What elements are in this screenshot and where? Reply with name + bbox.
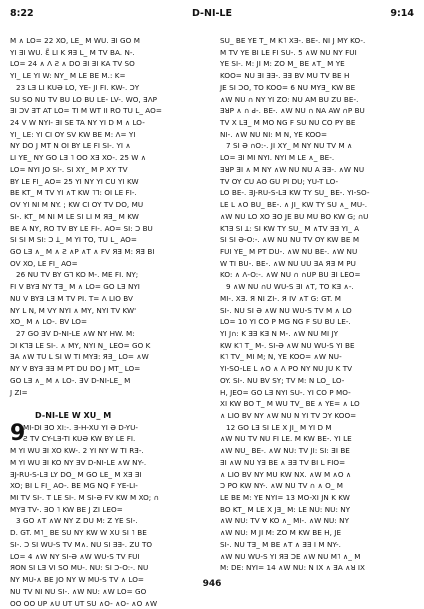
verse-line: TV OY CU AO GU PI DU; YU-T LO- <box>220 176 411 188</box>
verse-line: GO LƎ ∧_ M ∧ LO-. ƎV D-NI-LE_ M <box>10 375 201 387</box>
verse-line: KW K˥ T_ M-. SI-Ə ∧W NU WU-S YI BE <box>220 340 411 352</box>
verse-line: BE A NY, RO TV BY LE FI-. AO= SI: Ɔ BU <box>10 223 201 235</box>
verse-line: SU_ BE YE T_ M K˥ XƎ-. BE-. NI J MY KO-. <box>220 35 411 47</box>
verse-line: 3 GO ∧T ∧W NY Z DU M: Z YE SI-. <box>10 515 201 527</box>
chapter-heading: D-NI-LE W XU_ M <box>10 410 201 422</box>
verse-line: NY DO J MT N OI BY LE FI SI-. YI ∧ <box>10 140 201 152</box>
verse-line: LO= NYI JO SI-. SI XY_ M P XY TV <box>10 164 201 176</box>
verse-line: OV XO, LE FI_ AO= <box>10 258 201 270</box>
verse-line: D. GT. M˥_ BE SU NY KW W XU SI ˥ BE <box>10 527 201 539</box>
verse-line: YI J∩: K ƎƎ KƎ N M-. ∧W NU MI JY <box>220 328 411 340</box>
verse-line: M TV YE BI LE FI SU-. 5 ∧W NU NY FUI <box>220 47 411 59</box>
page-number: 946 <box>0 579 424 589</box>
verse-line: H, JEO= GO LƎ NYI SU-. YI CO P MO- <box>220 387 411 399</box>
header-right-reference: 9:14 <box>390 8 414 22</box>
verse-line: LO= ƎI MI NYI. NYI M LE ∧_ BE-. <box>220 152 411 164</box>
verse-line: ƎJ-RU-S-LƎ LY DO_ M GO LE_ M XƎ ƎI <box>10 469 201 481</box>
verse-line: LE BE M: YE NYI= 13 MO-XI JN K KW <box>220 492 411 504</box>
verse-line: SI-. NU TƎ_ M BE ∧T ∧ ƎƎ I M NY-. <box>220 539 411 551</box>
verse-line: J ZI= <box>10 387 201 399</box>
verse-line: W TI BU-. BE-. ∧W NU UU ƎA ЯƎ M PU <box>220 258 411 270</box>
verse-line: GO LƎ ∧_ M ∧ Ƨ ∧P ∧T ∧ FV ЯƎ M: ЯƎ BI <box>10 246 201 258</box>
verse-line: JE SI ƆO, TO KOO= 6 NU MYƎ_ KW BE <box>220 82 411 94</box>
verse-line: XO; BI L FI_ AO-. BE MG NQ F YE-LI- <box>10 480 201 492</box>
verse-line: ∧W NU TV NU FI LE. M KW BE-. YI LE <box>220 433 411 445</box>
verse-line: Ɔ PO KW NY-. ∧W NU TV ∩ ∧ O_ M <box>220 480 411 492</box>
verse-line: NU V BYƎ LƎ M TV PI. T= Ʌ LIO BV <box>10 293 201 305</box>
verse-line: 23 LƎ LI KUƏ LO, YE- JI FI. KW-. ƆY <box>10 82 201 94</box>
verse-line: YI_ LE: YI CI OY SV KW BE M: Λ= YI <box>10 129 201 141</box>
verse-line: ƎA ∧W TU L SI W TI MYƎ: ЯƎ_ LO= ∧W <box>10 351 201 363</box>
verse-line: KO: ∧ Ʌ-O:-. ∧W NU ∩ ∩UP BU ƎI LEO= <box>220 269 411 281</box>
verse-line: SI-. Ɔ SI WU-S TV M∧. NU SI ƎƎ-. ZU TO <box>10 539 201 551</box>
verse-line: YE SI-. M: JI M: ZO M_ BE ∧T_ M YE <box>220 58 411 70</box>
verse-line: ƆI KꓶƎ LE SI-. ∧ MY, NYI N_ LEO= GO K <box>10 340 201 352</box>
verse-line: MYƎ TV-. ƎO ˥ KW BE J ZI LEO= <box>10 504 201 516</box>
verse-line: 26 NU TV BY Gꓶ KO M-. ME FI. NY; <box>10 269 201 281</box>
verse-line: LI YE_ NY GO LƎ ˥ OO XƎ XO-. 25 W ∧ <box>10 152 201 164</box>
left-text-column <box>10 35 201 580</box>
verse-line: ∧ LIO BV NY ∧W NU N YI TV ƆY KOO= <box>220 410 411 422</box>
verse-line: ƎI ∧W NU YƎ BE ∧ ƎƎ TV BI L FIO= <box>220 457 411 469</box>
verse-line: MI TV SI-. T LE SI-. M SI-Ə FV KW M XO; ∩ <box>10 492 201 504</box>
verse-line: NI-. ∧W NU NI: M N, YE KOO= <box>220 129 411 141</box>
verse-line: K˥ TV_ MI M; N, YE KOO= ∧W NU- <box>220 351 411 363</box>
verse-line: XO_ M ∧ LO-. BV LO= <box>10 316 201 328</box>
verse-line: M YI WU ƎI KO NY ƎV D-NI-LE ∧W NY-. <box>10 457 201 469</box>
verse-line: 9 ∧W NU ∩U WU-S ƎI ∧T, TO KƎ ∧-. <box>220 281 411 293</box>
verse-line: BE KT_ M TV YI ∧T KW ˥ꓶ: OI LE FI-. <box>10 187 201 199</box>
verse-line: OY. SI-. NU BV SY; TV M: N LO_ LO- <box>220 375 411 387</box>
verse-line: LO= 4 ∧W NY SI-Ə ∧W WU-S TV FUI <box>10 551 201 563</box>
verse-line: 24 V W NYI- ƎI SE TA NY YI D M ∧ LO- <box>10 117 201 129</box>
verse-line: MI-. XƎ. Я NI ZI-. Я IV ∧T G: GT. M <box>220 293 411 305</box>
verse-line: XI KW BO T_ M WU TV_ BE ∧ YE= ∧ LO <box>220 398 411 410</box>
verse-line: ЯON SI LƎ VI SO MU-. NU: SI Ɔ-O:-. NU <box>10 562 201 574</box>
verse-line: MI-DI ƎO XI:-. Ǝ-H-XU YI Ə D-YU- <box>10 422 201 434</box>
verse-line: M YI WU ƎI XO KW-. 2 YI NY W TI RƎ-. <box>10 445 201 457</box>
verse-line: M: DE: NYI= 14 ∧W NU: N IX ∧ ƎA ∧ꓤ IX <box>220 562 411 574</box>
verse-line: 27 GO ƎV D-NI-LE ∧W NY HW. M: <box>10 328 201 340</box>
verse-line: LE L ∧O BU_ BE-. ∧ JI_ KW TY SU ∧_ MU-. <box>220 199 411 211</box>
verse-line: LO BE-. ƎJ-RU-S-LƎ KW TY SU_ BE-. YI-SO- <box>220 187 411 199</box>
verse-line: BO KT_ M LE X JƎ_ M: LE NU: NU: NY <box>220 504 411 516</box>
verse-line: ƎꓤP ∧ ∩ ꓒ-. BE-. ∧W NU ∩ NA AW ∩P BU <box>220 105 411 117</box>
right-text-column <box>220 35 411 580</box>
verse-line: FI V BYƎ NY TƎ_ M ∧ LO= GO LƎ NYI <box>10 281 201 293</box>
verse-line: BY LE FI_ AO= 25 YI NY YI CU YI KW <box>10 176 201 188</box>
verse-line: KꓶƎ SI ꓕ: SI KW TY SU_ M ∧TV ƎƎ YI_ A <box>220 223 411 235</box>
verse-line: ∧W NU WU-S YI ЯƎ ƆE ∧W NU M˥ ∧_ M <box>220 551 411 563</box>
verse-line: NY V BYƎ ƎƎ M PT DU DO J MT_ LO= <box>10 363 201 375</box>
verse-line: ∧W NU: TV Ɐ KO ∧_ MI-. ∧W NU: NY <box>220 515 411 527</box>
verse-line: LO= 24 ∧ Λ Ƨ ∧ DO ƎI ƎI KA TV SO <box>10 58 201 70</box>
verse-line: SI-. NU SI Ə ∧W NU WU-S TV M ∧ LO <box>220 305 411 317</box>
chapter-number-dropcap: 9 <box>10 423 25 445</box>
verse-line: YI_ LE YI W: NY_ M LE BE M.: K= <box>10 70 201 82</box>
verse-line: NY L N, M VY NYI ∧ MY, NYI TV KW' <box>10 305 201 317</box>
header-book-title: D-NI-LE <box>0 8 424 22</box>
verse-line: ∧W NU: M JI M: ZO M KW BE H, JE <box>220 527 411 539</box>
verse-line: ∧W NU LO XO ƎO JE BU MU BO KW G; ∩U <box>220 211 411 223</box>
verse-line: ƎꓤP ƎI ∧ M NY ∧W NU NU A ƎƎ-. ∧W NU <box>220 164 411 176</box>
verse-line: ∧ LIO BV NY MU KW NX. ∧W M ∧O ∧ <box>220 469 411 481</box>
verse-line: SI SI Ə-O:-. ∧W NU NU TV OY KW BE M <box>220 234 411 246</box>
verse-line: 12 GO LƎ SI LE X JI_ M YI D M <box>220 422 411 434</box>
verse-line: KOO= NU ƎI ƎƎ-. ƎƎ BV MU TV BE H <box>220 70 411 82</box>
verse-line: OO OO UP ∧U UT UT SU ∧O- ∧O- ∧O ∧W <box>10 598 201 609</box>
verse-line: ƎI ƆV ƎT AT LO= TI M WT II RO TU L_ AO= <box>10 105 201 117</box>
verse-line: NY MU-∧ BE JO NY W MU-S TV ∧ LO= <box>10 574 201 586</box>
verse-line: NU TV NI NU SI-. ∧W NU: ∧W LO= GO <box>10 586 201 598</box>
verse-line: ∧W NU_ BE-. ∧W NU: TV JI: SI: ƎI BE <box>220 445 411 457</box>
verse-line: ∧W NU ∩ NY YI ZO: NU AM BU ZU BE-. <box>220 94 411 106</box>
verse-line: YI ƎI WU. Ɛ̃ LI K ЯƎ L_ M TV BA. N-. <box>10 47 201 59</box>
header-left-reference: 8:22 <box>10 8 34 22</box>
verse-line: Ƨ TV CY-LƎ-TI KUƏ KW BY LE FI. <box>10 433 201 445</box>
blank-line <box>10 398 201 410</box>
verse-line: SU SO NU TV BU LO BU LE- LV-. WO, ƎɅP <box>10 94 201 106</box>
verse-line: YI-SO-LE L ∧O ∧ Ʌ PO NY NU JU K TV <box>220 363 411 375</box>
verse-line: SI-. KT_ M NI M LE SI LI M ЯƎ_ M KW <box>10 211 201 223</box>
verse-line: TV X LƎ_ M MO NG F SU NU CO PY BE <box>220 117 411 129</box>
verse-line: OV YI NI M NY. ; KW CI OY TV DO, MU <box>10 199 201 211</box>
verse-line: 7 SI Ə ∩O:-. JI XY_ M NY NU TV M ∧ <box>220 140 411 152</box>
verse-line: LO= 10 YI CO P MG NG F SU BU LE-. <box>220 316 411 328</box>
verse-line: M ∧ LO= 22 XO, LE_ M WU. ƎI GO M <box>10 35 201 47</box>
verse-line: SI SI M SI: Ɔ Ʇ_ M YI TO, TU L_ AO= <box>10 234 201 246</box>
verse-line: FUI YE_ M PT DU-. ∧W NU BE-. ∧W NU <box>220 246 411 258</box>
